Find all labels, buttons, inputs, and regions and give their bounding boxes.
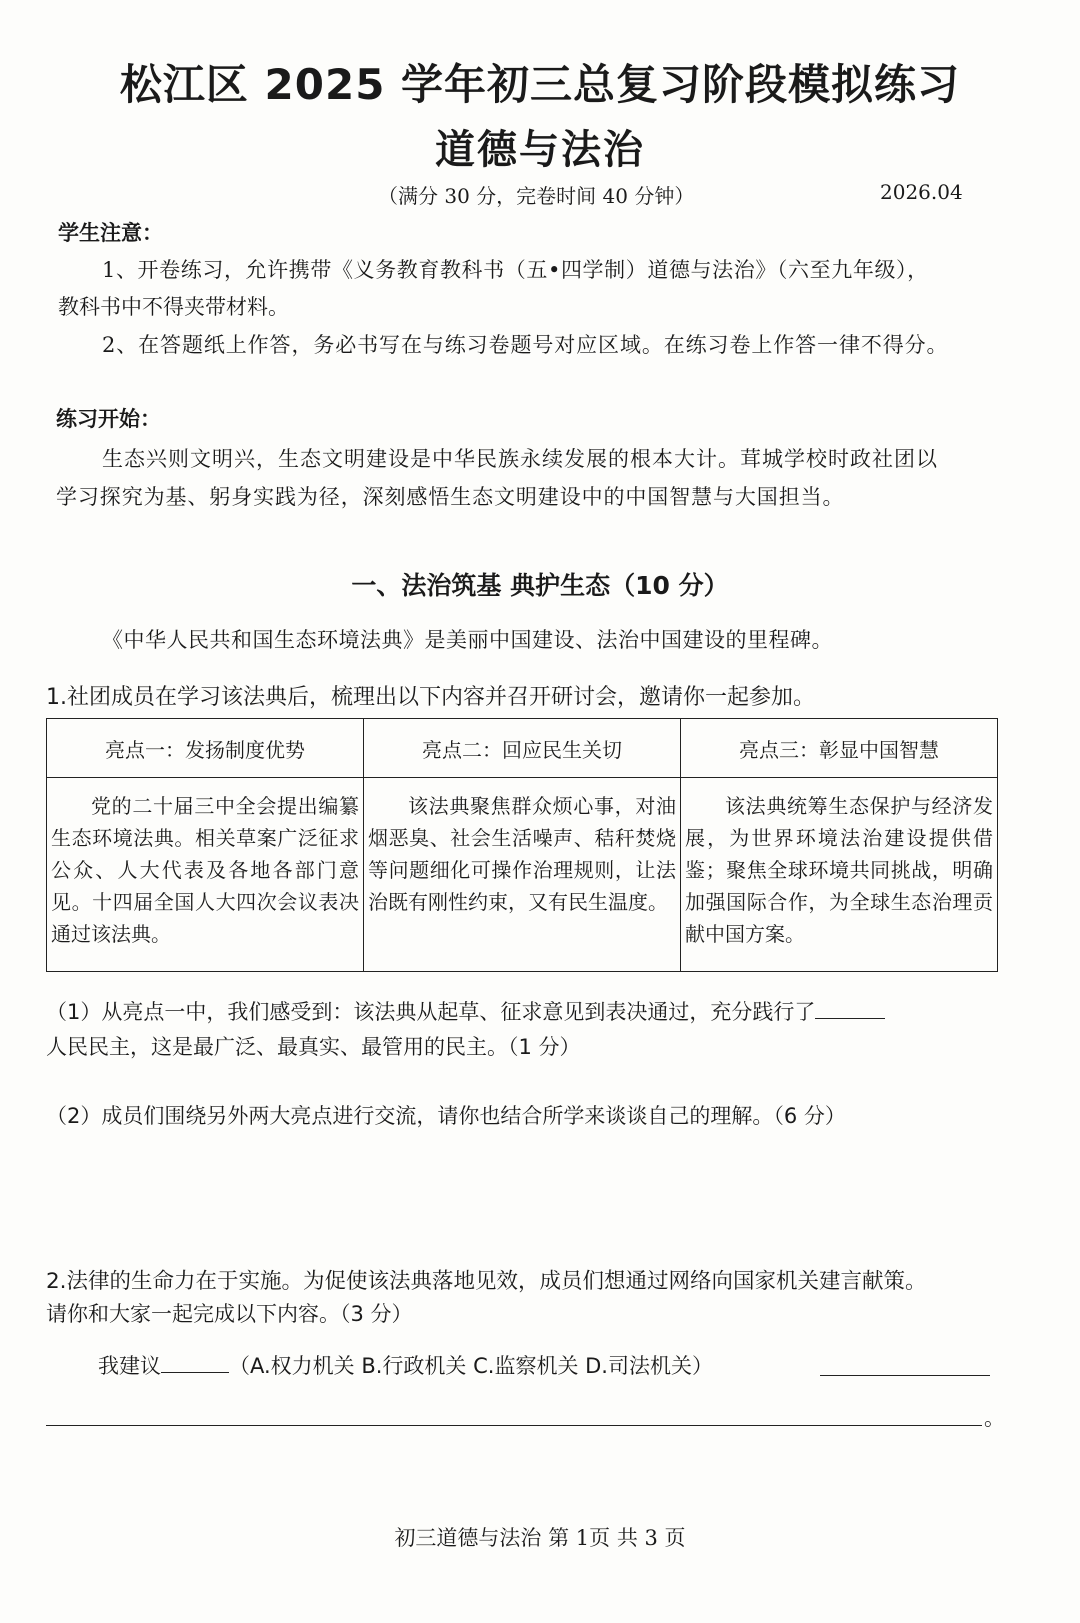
highlights-table	[46, 718, 998, 972]
organ-options: （A.权力机关 B.行政机关 C.监察机关 D.司法机关）	[229, 1354, 713, 1378]
question-1-stem: 1.社团成员在学习该法典后，梳理出以下内容并召开研讨会，邀请你一起参加。	[46, 685, 815, 710]
table-cell-highlight-1: 党的二十届三中全会提出编纂生态环境法典。相关草案广泛征求公众、人大代表及各地各部门意见。十四届全国人大四次会议表决通过该法典。	[47, 778, 364, 972]
answer-line-suggestion-1[interactable]	[820, 1375, 990, 1376]
intro-line-1: 生态兴则文明兴，生态文明建设是中华民族永续发展的根本大计。茸城学校时政社团以	[102, 447, 938, 471]
section-1-lead: 《中华人民共和国生态环境法典》是美丽中国建设、法治中国建设的里程碑。	[102, 628, 833, 652]
exam-date: 2026.04	[880, 180, 963, 204]
exam-info: （满分 30 分，完卷时间 40 分钟）	[378, 184, 695, 208]
section-1-title: 一、法治筑基 典护生态（10 分）	[351, 571, 729, 600]
exam-title: 松江区 2025 学年初三总复习阶段模拟练习	[119, 60, 961, 109]
table-header-row	[47, 719, 998, 778]
answer-line-suggestion-2[interactable]	[46, 1425, 982, 1426]
table-cell-highlight-3: 该法典统筹生态保护与经济发展，为世界环境法治建设提供借鉴；聚焦全球环境共同挑战，明确加强国际合作，为全球生态治理贡献中国方案。	[681, 778, 998, 972]
answer-blank-democracy[interactable]	[815, 1018, 885, 1019]
question-1-1-text: （1）从亮点一中，我们感受到：该法典从起草、征求意见到表决通过，充分践行了	[46, 1000, 816, 1024]
intro-heading: 练习开始：	[56, 407, 161, 431]
notice-item-1-line-2: 教科书中不得夹带材料。	[58, 295, 289, 319]
table-header-highlight-1: 亮点一：发扬制度优势	[47, 719, 364, 778]
question-1-1-line-1	[46, 996, 885, 1026]
page-footer: 初三道德与法治 第 1页 共 3 页	[394, 1526, 686, 1550]
answer-end-mark: 。	[984, 1406, 1005, 1430]
question-2-line-2: 请你和大家一起完成以下内容。（3 分）	[46, 1302, 413, 1326]
table-header-highlight-3: 亮点三：彰显中国智慧	[681, 719, 998, 778]
question-1-2: （2）成员们围绕另外两大亮点进行交流，请你也结合所学来谈谈自己的理解。（6 分）	[46, 1104, 846, 1128]
table-cell-highlight-2: 该法典聚焦群众烦心事，对油烟恶臭、社会生活噪声、秸秆焚烧等问题细化可操作治理规则，让法治既有刚性约束，又有民生温度。	[364, 778, 681, 972]
table-header-highlight-2: 亮点二：回应民生关切	[364, 719, 681, 778]
table-row	[47, 778, 998, 972]
notice-item-2: 2、在答题纸上作答，务必书写在与练习卷题号对应区域。在练习卷上作答一律不得分。	[102, 333, 949, 357]
question-1-1-line-2: 人民民主，这是最广泛、最真实、最管用的民主。（1 分）	[46, 1035, 581, 1059]
intro-line-2: 学习探究为基、躬身实践为径，深刻感悟生态文明建设中的中国智慧与大国担当。	[56, 485, 845, 509]
subject-title: 道德与法治	[435, 127, 645, 173]
suggest-label: 我建议	[98, 1354, 161, 1378]
answer-blank-organ-choice[interactable]	[161, 1372, 229, 1373]
question-2-line-1: 2.法律的生命力在于实施。为促使该法典落地见效，成员们想通过网络向国家机关建言献策。	[46, 1269, 927, 1294]
notice-heading: 学生注意：	[58, 221, 163, 245]
notice-item-1-line-1: 1、开卷练习，允许携带《义务教育教科书（五•四学制）道德与法治》（六至九年级），	[102, 258, 929, 282]
question-2-suggest-row	[98, 1350, 713, 1380]
